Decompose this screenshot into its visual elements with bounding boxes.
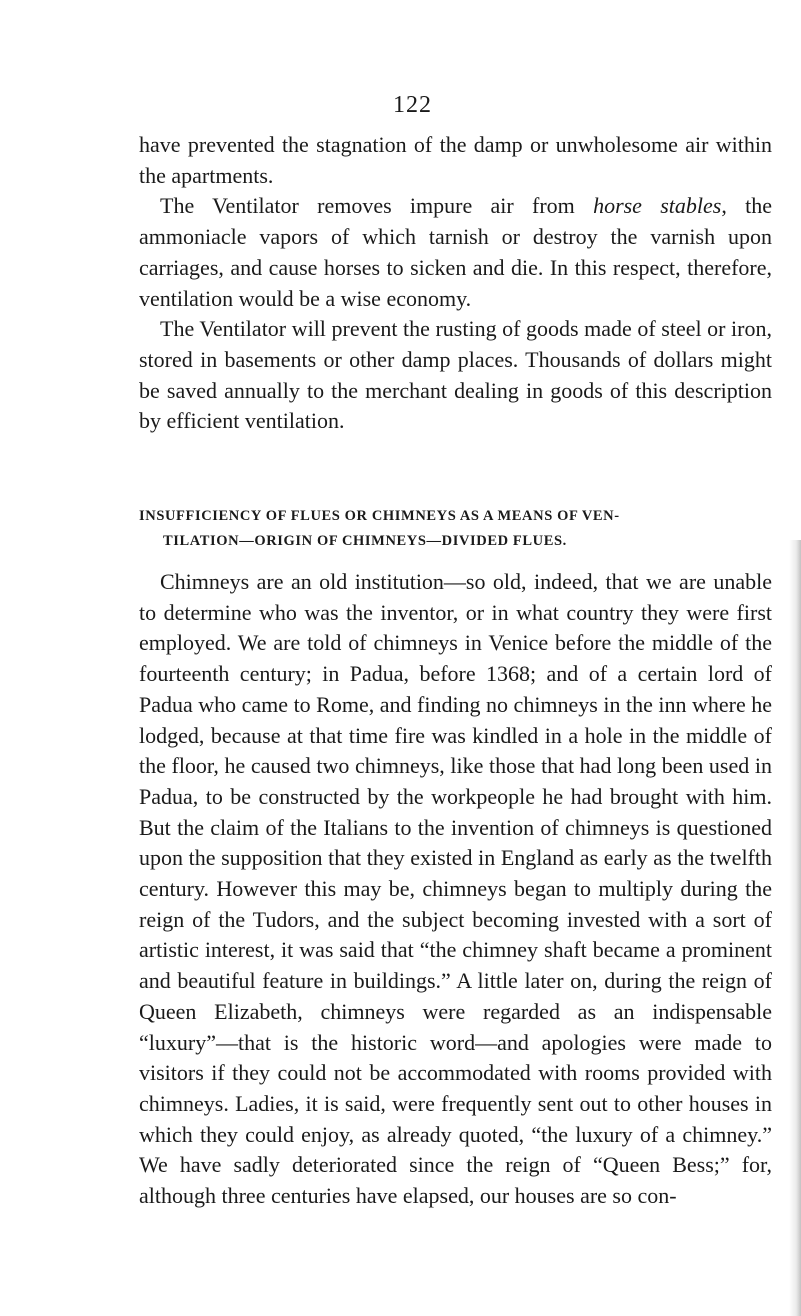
paragraph-2-text-b: , the ammoniacle vapors of which tarnish or destroy the varnish upon carriages, and cause horses to sicken and die. In this respect, therefore, ventilation would be a wise economy. [139,193,772,311]
section-heading-line-2: TILATION—ORIGIN OF CHIMNEYS—DIVIDED FLUES. [163,533,567,549]
section-heading-line-1: INSUFFICIENCY OF FLUES OR CHIMNEYS AS A MEANS OF VEN- [139,508,620,524]
page-number: 122 [393,92,432,118]
paragraph-4: Chimneys are an old institution—so old, indeed, that we are unable to determine who was the inventor, or in what country they were first employed. We are told of chimneys in Venice before the middle of the fourteenth century; in Padua, before 1368; and of a certain lord of Padua who came to Rome, and finding no chimneys in the inn where he lodged, because at that time fire was kindled in a hole in the middle of the floor, he caused two chimneys, like those that had long been used in Padua, to be constructed by the workpeople he had brought with him. But the claim of the Italians to the invention of chimneys is questioned upon the supposition that they existed in England as early as the twelfth century. However this may be, chimneys began to multiply during the reign of the Tudors, and the subject becoming invested with a sort of artistic interest, it was said that “the chimney shaft became a prominent and beautiful feature in buildings.” A little later on, during the reign of Queen Elizabeth, chimneys were regarded as an indispensable “luxury”—that is the historic word—and apologies were made to visitors if they could not be accommodated with rooms provided with chimneys. Ladies, it is said, were frequently sent out to other houses in which they could enjoy, as already quoted, “the luxury of a chimney.” We have sadly deteriorated since the reign of “Queen Bess;” for, although three centuries have elapsed, our houses are so con- [139,569,772,1209]
section-heading [139,504,772,554]
main-text [139,567,772,1212]
paragraph-3: The Ventilator will prevent the rusting of goods made of steel or iron, stored in basements or other damp places. Thousands of dollars might be saved annually to the merchant dealing in goods of this description by efficient ventilation. [139,316,772,434]
page-edge-shadow [789,540,801,1316]
paragraph-2-italic: horse stables [593,193,722,219]
paragraph-1: have prevented the stagnation of the damp or unwholesome air within the apartments. [139,132,772,188]
intro-text [139,130,772,437]
paragraph-2-text-a: The Ventilator removes impure air from [160,193,594,219]
paragraph-2 [139,191,772,314]
